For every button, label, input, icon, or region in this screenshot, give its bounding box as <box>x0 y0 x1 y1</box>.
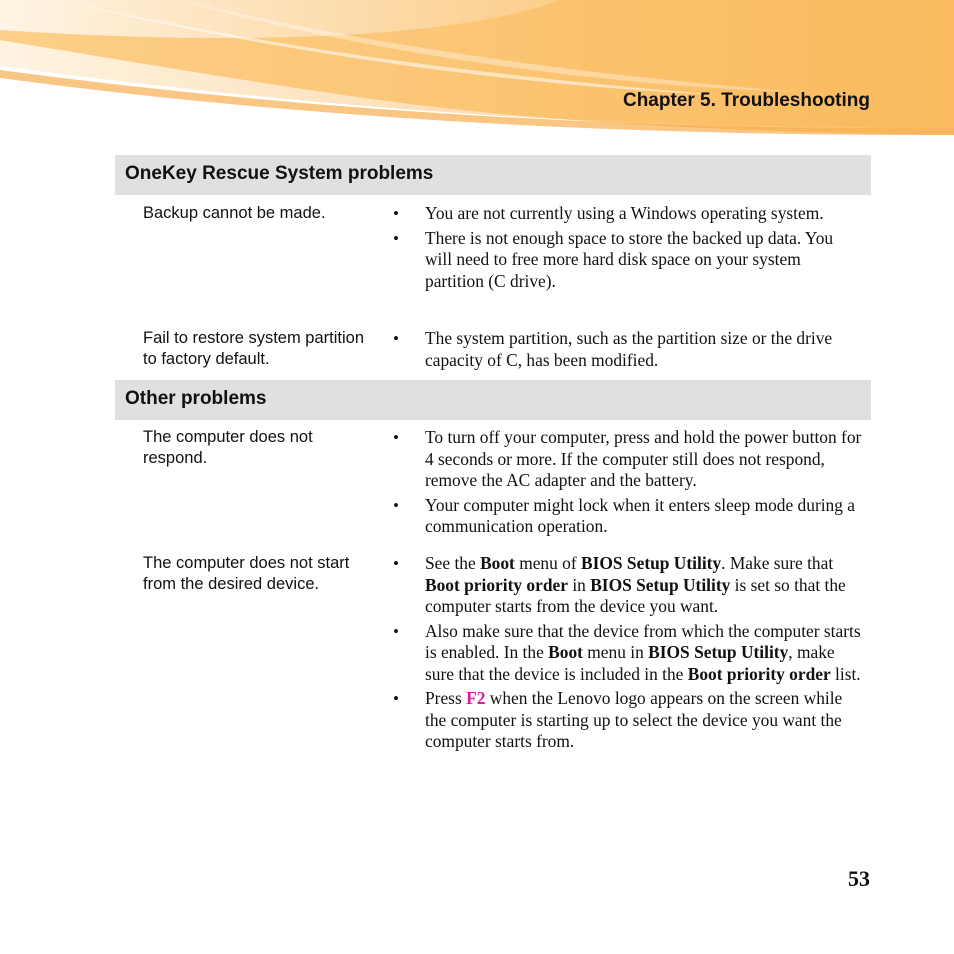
problem-text: Backup cannot be made. <box>143 204 326 222</box>
solution-item: • To turn off your computer, press and hold the power button for 4 seconds or more. If the computer still does not respond, remove the AC adapter and the battery. <box>393 427 863 492</box>
solution-item <box>393 553 863 618</box>
text-run: menu of <box>514 553 582 573</box>
text-run: Press <box>425 688 467 708</box>
bold-term: BIOS Setup Utility <box>648 642 789 662</box>
solution-item: • The system partition, such as the partition size or the drive capacity of C, has been modified. <box>393 328 863 371</box>
bold-term: Boot <box>480 553 515 573</box>
text-run: menu in <box>582 642 649 662</box>
solution-item: • You are not currently using a Windows operating system. <box>393 203 863 225</box>
section-header-onekey <box>115 155 871 195</box>
page-number: 53 <box>848 866 870 891</box>
solution-list <box>393 203 863 295</box>
problem-text: The computer does not respond. <box>143 428 313 467</box>
solution-list <box>393 427 863 541</box>
solution-item <box>393 621 863 686</box>
bold-term: BIOS Setup Utility <box>590 574 731 595</box>
header-banner <box>0 0 954 140</box>
text-run: in <box>567 574 591 595</box>
bold-term: Boot priority order <box>687 663 831 684</box>
bold-term: Boot <box>548 642 583 662</box>
text-run: when the Lenovo logo appears on the screen while the computer is starting up to select the device you want the computer starts from. <box>425 688 843 751</box>
text-run: is set so that the computer starts from the device you want. <box>425 574 846 616</box>
section-title: OneKey Rescue System problems <box>125 163 434 184</box>
bold-term: Boot priority order <box>425 574 568 595</box>
solution-item <box>393 688 863 753</box>
solution-list <box>393 553 863 756</box>
bold-term: BIOS Setup Utility <box>581 553 722 573</box>
problem-text: Fail to restore system partition to factory default. <box>143 329 364 368</box>
solution-item: • There is not enough space to store the backed up data. You will need to free more hard disk space on your system partition (C drive). <box>393 228 863 293</box>
text-run: , make sure that the device is included in the <box>425 642 835 684</box>
f2-key: F2 <box>466 688 486 708</box>
solution-list <box>393 328 863 374</box>
text-run: See the <box>425 553 481 573</box>
problem-text: The computer does not start from the desired device. <box>143 554 350 593</box>
section-title: Other problems <box>125 388 267 409</box>
section-header-other <box>115 380 871 420</box>
text-run: Also make sure that the device from which the computer starts is enabled. In the <box>425 620 861 662</box>
text-run: . Make sure that <box>721 553 834 573</box>
solution-item: • Your computer might lock when it enters sleep mode during a communication operation. <box>393 495 863 538</box>
chapter-title: Chapter 5. Troubleshooting <box>622 90 870 111</box>
text-run: list. <box>830 663 861 684</box>
